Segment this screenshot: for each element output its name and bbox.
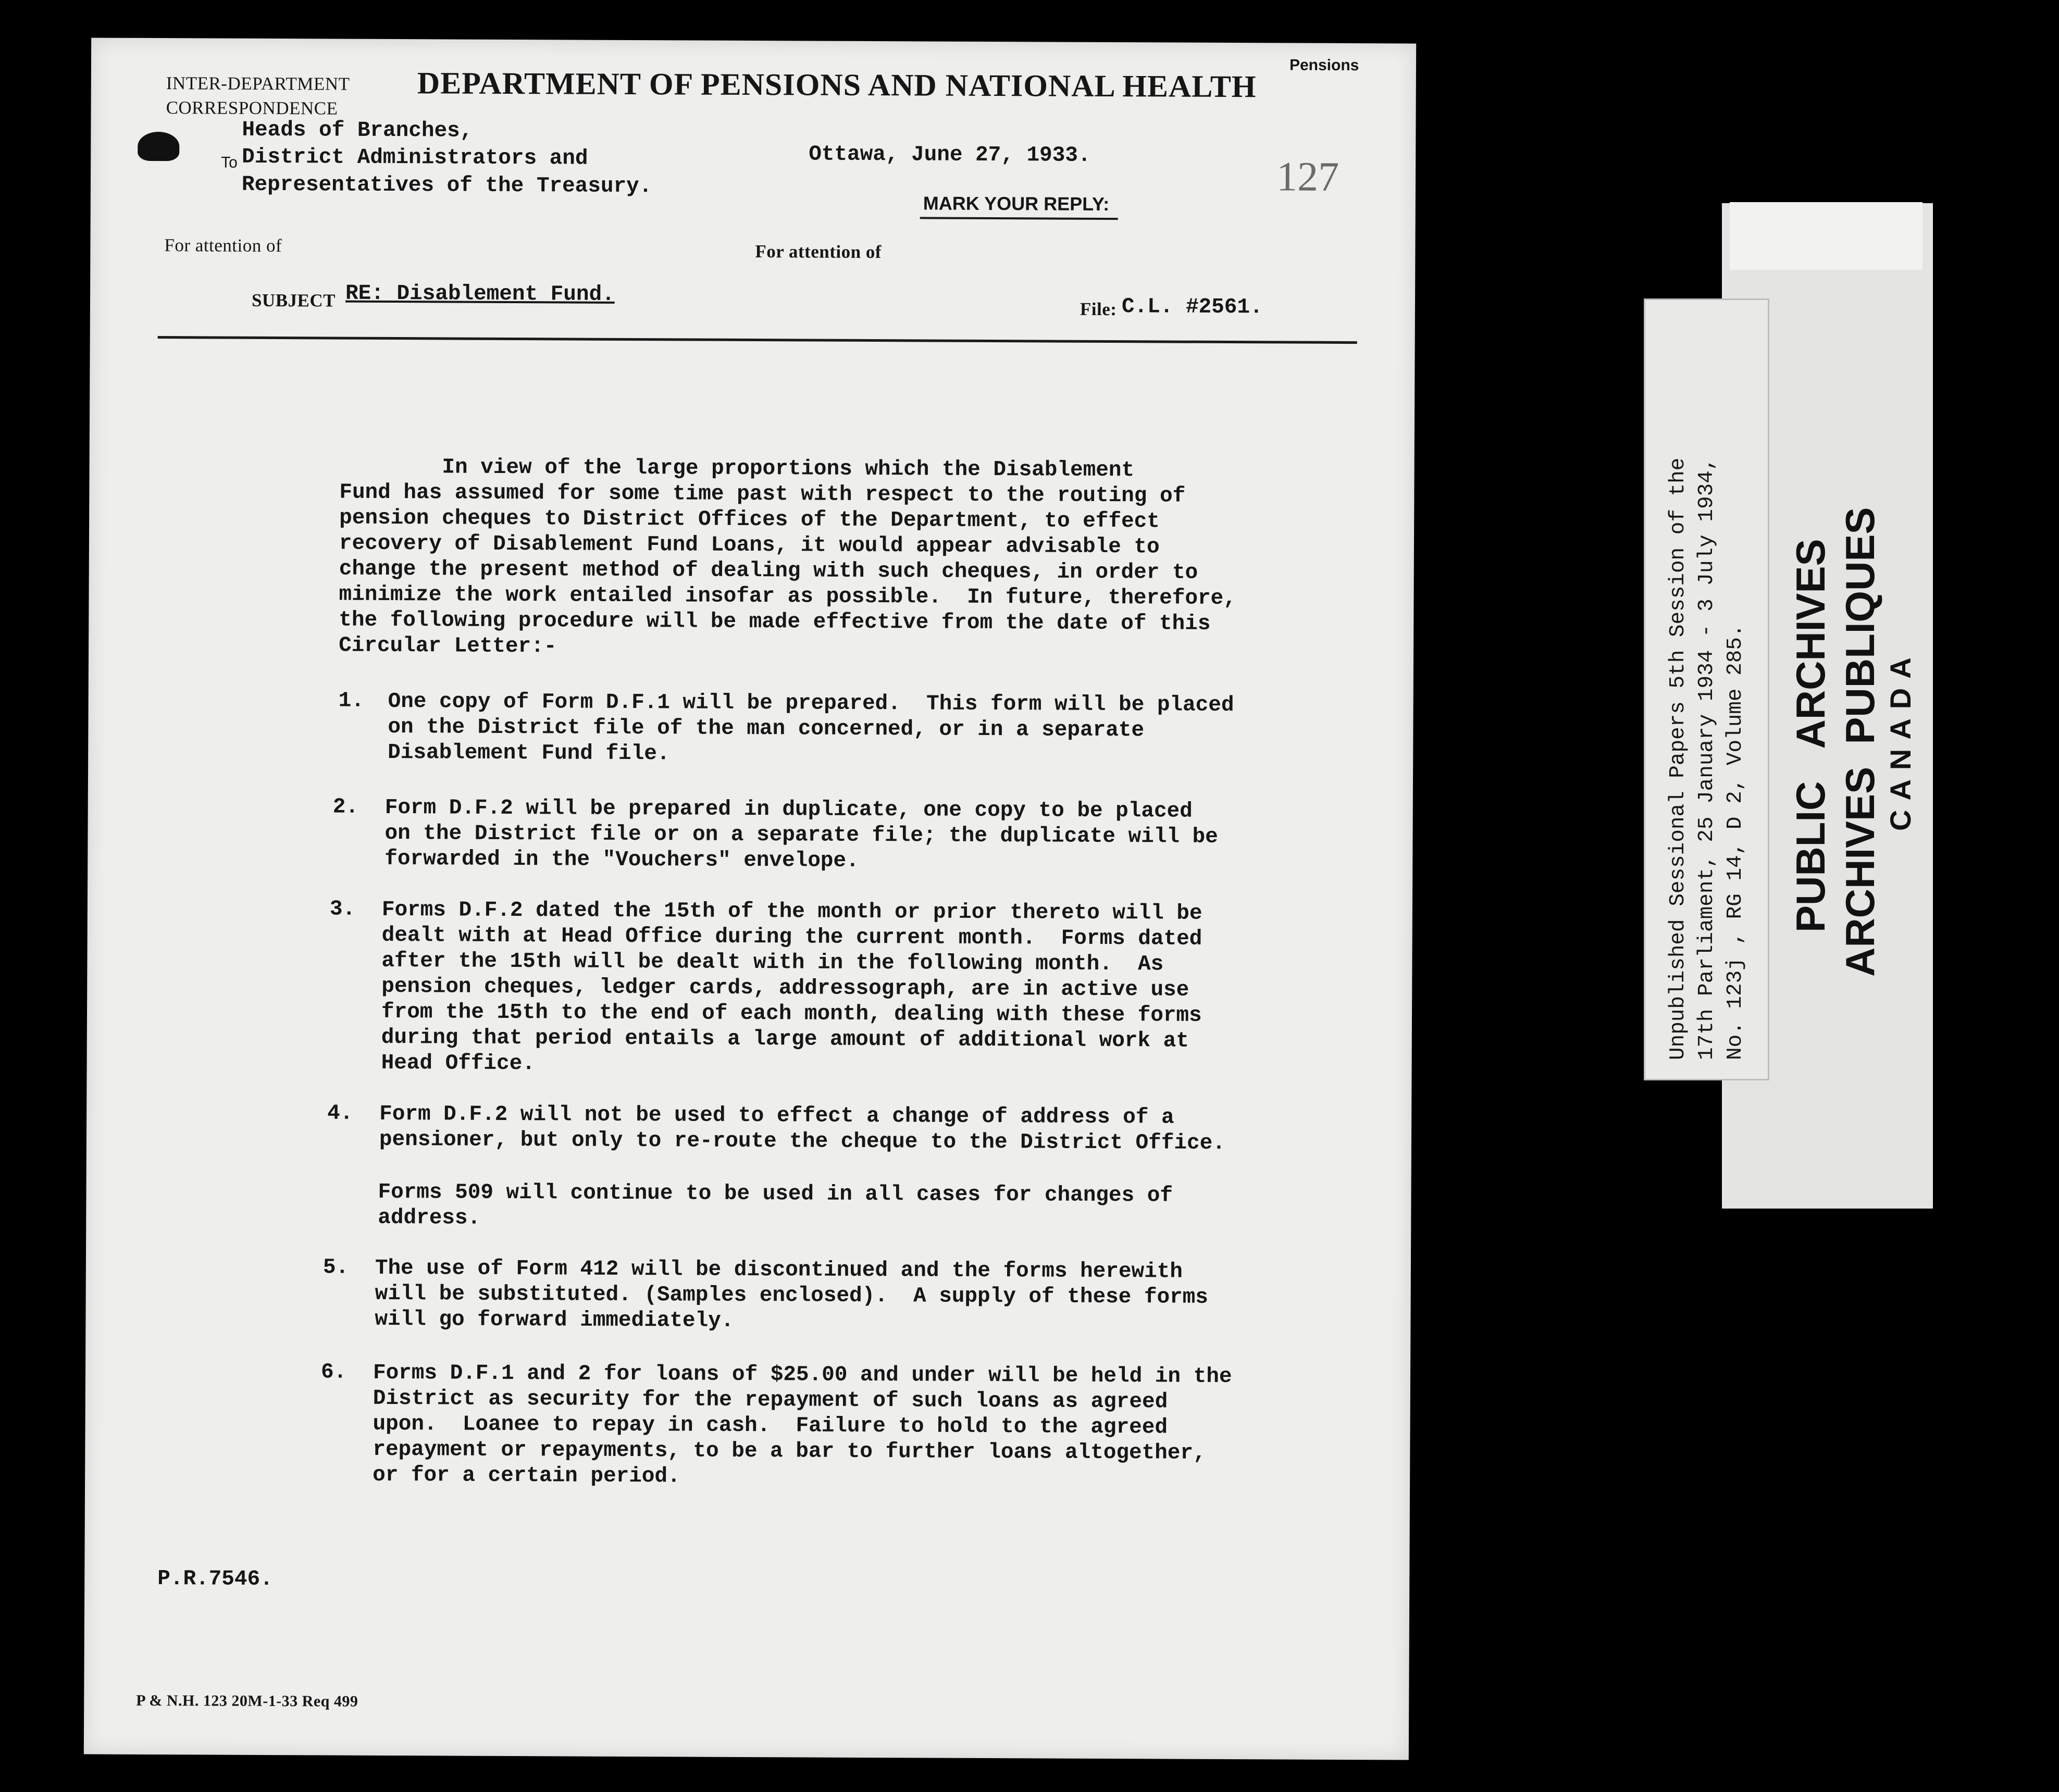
item-number-4: 4. xyxy=(327,1101,353,1126)
subject-label: SUBJECT xyxy=(251,290,336,311)
to-line-3: Representatives of the Treasury. xyxy=(241,172,652,199)
form-type-line-1: INTER-DEPARTMENT xyxy=(166,73,350,94)
item-number-2: 2. xyxy=(332,795,359,819)
item-text-5: The use of Form 412 will be discontinued and the forms herewith will be substituted. (Samples enclosed). A supply of these forms will go forward immediately. xyxy=(375,1256,1209,1333)
form-type-line-2: CORRESPONDENCE xyxy=(166,97,338,119)
reference-number: P.R.7546. xyxy=(157,1567,273,1592)
department-title: DEPARTMENT OF PENSIONS AND NATIONAL HEALTH xyxy=(417,66,1257,104)
file-label: File: xyxy=(1080,298,1117,320)
to-line-2: District Administrators and xyxy=(242,145,588,171)
archive-stamp-line-3: CANADA xyxy=(1884,648,1917,831)
to-line-1: Heads of Branches, xyxy=(242,118,473,143)
item-number-5: 5. xyxy=(323,1255,349,1280)
file-value: C.L. #2561. xyxy=(1121,295,1263,320)
stamp-number: 127 xyxy=(1276,154,1339,200)
citation-line-1: Unpublished Sessional Papers 5th Session of the xyxy=(1666,457,1690,1060)
item-text-4: Form D.F.2 will not be used to effect a change of address of a pensioner, but only to re-route the cheque to the District Office. xyxy=(379,1102,1225,1155)
citation-line-2: 17th Parliament, 25 January 1934 - 3 July 1934, xyxy=(1695,457,1719,1060)
citation-line-3: No. 123j , RG 14, D 2, Volume 285. xyxy=(1723,624,1747,1060)
to-label: To xyxy=(221,154,238,171)
ink-blot xyxy=(138,132,179,161)
item-number-3: 3. xyxy=(329,897,356,922)
subject-value: RE: Disablement Fund. xyxy=(345,281,615,307)
item-text-1: One copy of Form D.F.1 will be prepared. This form will be placed on the District file of the man concerned, or in a separate Disablement Fund file. xyxy=(388,689,1234,766)
form-code: P & N.H. 123 20M-1-33 Req 499 xyxy=(136,1691,358,1710)
mark-reply: MARK YOUR REPLY: xyxy=(923,192,1110,215)
archive-label-tab xyxy=(1730,202,1922,270)
mark-reply-underline xyxy=(920,217,1118,220)
archive-stamp-line-1: PUBLIC ARCHIVES xyxy=(1788,539,1833,932)
item-number-1: 1. xyxy=(338,689,364,713)
item-text-2: Form D.F.2 will be prepared in duplicate, one copy to be placed on the District file or on a separate file; the duplicate will be forwarded in the "Vouchers" envelope. xyxy=(384,795,1218,873)
item-text-4-note: Forms 509 will continue to be used in all cases for changes of address. xyxy=(378,1180,1173,1230)
intro-paragraph: In view of the large proportions which the Disablement Fund has assumed for some time past with respect to the routing of pension cheques to District Offices of the Department, to effect recovery of Disablement Fund Loans, it would appear advisable to change the present method of dealing with such cheques, in order to minimize the work entailed insofar as possible. In future, therefore, the following procedure will be made effective from the date of this Circular Letter:- xyxy=(339,455,1236,659)
attention-right: For attention of xyxy=(755,241,882,263)
header-divider xyxy=(158,336,1357,344)
item-number-6: 6. xyxy=(320,1360,347,1385)
place-date: Ottawa, June 27, 1933. xyxy=(809,142,1091,168)
attention-left: For attention of xyxy=(164,235,282,256)
item-text-3: Forms D.F.2 dated the 15th of the month or prior thereto will be dealt with at Head Office during the current month. Forms dated after the 15th will be dealt with in the following month. As pension cheques, ledger cards, addressograph, are in active use from the 15th to the end of each month, dealing with these forms during that period entails a large amount of additional work at Head Office. xyxy=(381,898,1202,1076)
corner-label: Pensions xyxy=(1289,56,1359,74)
archive-stamp-line-2: ARCHIVES PUBLIQUES xyxy=(1837,507,1883,977)
memo-page xyxy=(84,38,1416,1760)
item-text-6: Forms D.F.1 and 2 for loans of $25.00 and under will be held in the District as security for the repayment of such loans as agreed upon. Loanee to repay in cash. Failure to hold to the agreed repayment or repayments, to be a bar to further loans altogether, or for a certain period. xyxy=(373,1361,1232,1489)
